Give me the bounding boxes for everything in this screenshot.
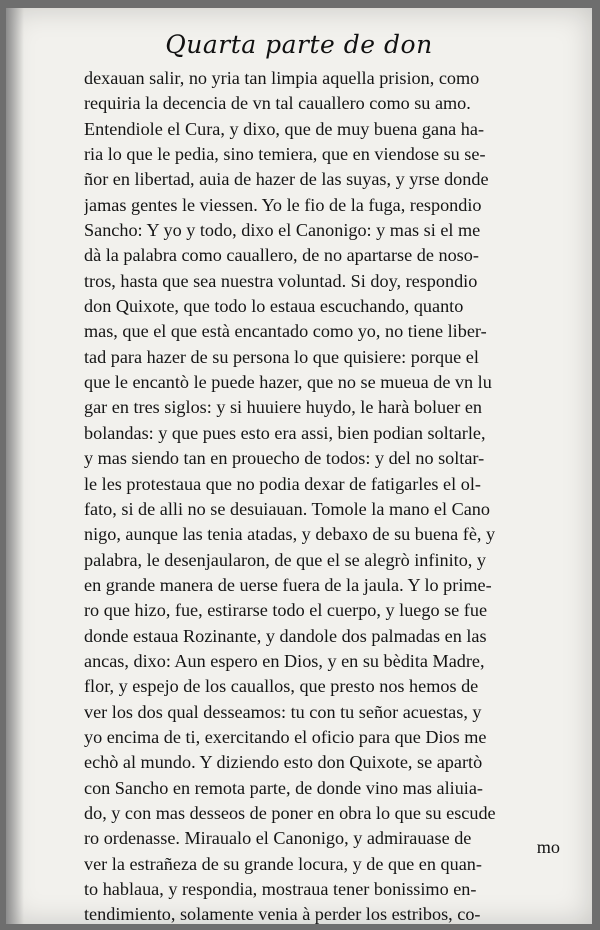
text-line: ro ordenasse. Miraualo el Canonigo, y admirauase de — [84, 828, 472, 849]
text-line: ver los dos qual desseamos: tu con tu señor acuestas, y — [84, 701, 482, 722]
text-line: jamas gentes le viessen. Yo le fio de la fuga, respondio — [84, 194, 482, 215]
text-line: flor, y espejo de los cauallos, que presto nos hemos de — [84, 676, 479, 697]
text-line: echò al mundo. Y diziendo esto don Quixote, se apartò — [84, 752, 483, 773]
text-line: tros, hasta que sea nuestra voluntad. Si doy, respondio — [84, 270, 478, 291]
text-line: don Quixote, que todo lo estaua escuchando, quanto — [84, 296, 464, 317]
text-line: ver la estrañeza de su grande locura, y de que en quan- — [84, 853, 482, 874]
text-line: to hablaua, y respondia, mostraua tener bonissimo en- — [84, 879, 477, 899]
text-line: requiria la decencia de vn tal cauallero como su amo. — [84, 93, 471, 114]
text-line: y mas siendo tan en prouecho de todos: y del no soltar- — [84, 448, 485, 469]
text-line: palabra, le desenjaularon, de que el se alegrò infinito, y — [84, 549, 486, 570]
text-line: gar en tres siglos: y si huuiere huydo, le harà boluer en — [84, 397, 482, 418]
text-line: yo encima de ti, exercitando el oficio para que Dios me — [84, 726, 487, 747]
text-line: ñor en libertad, auia de hazer de las suyas, y yrse donde — [84, 169, 489, 190]
text-line: donde estaua Rozinante, y dandole dos palmadas en las — [84, 625, 487, 646]
text-line: que le encantò le puede hazer, que no se mueua de vn lu — [84, 372, 492, 393]
text-line: dexauan salir, no yria tan limpia aquella prision, como — [84, 68, 480, 88]
text-line: nigo, aunque las tenia atadas, y debaxo de su buena fè, y — [84, 524, 496, 545]
body-text — [84, 66, 576, 928]
book-page — [6, 8, 592, 924]
binding-shadow — [6, 8, 24, 924]
text-line: en grande manera de uerse fuera de la jaula. Y lo prime- — [84, 574, 492, 595]
text-line: Entendiole el Cura, y dixo, que de muy buena gana ha- — [84, 118, 485, 139]
text-line: do, y con mas desseos de poner en obra lo que su escude — [84, 802, 496, 823]
text-line: mas, que el que està encantado como yo, no tiene liber- — [84, 321, 487, 342]
text-line: bolandas: y que pues esto era assi, bien podian soltarle, — [84, 422, 486, 443]
running-head: Quarta parte de don — [165, 30, 433, 59]
text-line: ria lo que le pedia, sino temiera, que en viendose su se- — [84, 144, 486, 165]
text-line: fato, si de alli no se desuiauan. Tomole la mano el Cano — [84, 498, 490, 519]
text-line: tad para hazer de su persona lo que quisiere: porque el — [84, 346, 479, 367]
text-line: ancas, dixo: Aun espero en Dios, y en su bèdita Madre, — [84, 650, 485, 671]
text-line: tendimiento, solamente venia à perder los estribos, co- — [84, 904, 481, 925]
text-line: Sancho: Y yo y todo, dixo el Canonigo: y mas si el me — [84, 220, 481, 241]
text-line: con Sancho en remota parte, de donde vino mas aliuia- — [84, 777, 483, 798]
text-line: dà la palabra como cauallero, de no apartarse de noso- — [84, 245, 479, 266]
catchword: mo — [536, 837, 560, 857]
text-line: ro que hizo, fue, estirarse todo el cuerpo, y luego se fue — [84, 600, 488, 621]
text-line: le les protestaua que no podia dexar de fatigarles el ol- — [84, 473, 481, 494]
